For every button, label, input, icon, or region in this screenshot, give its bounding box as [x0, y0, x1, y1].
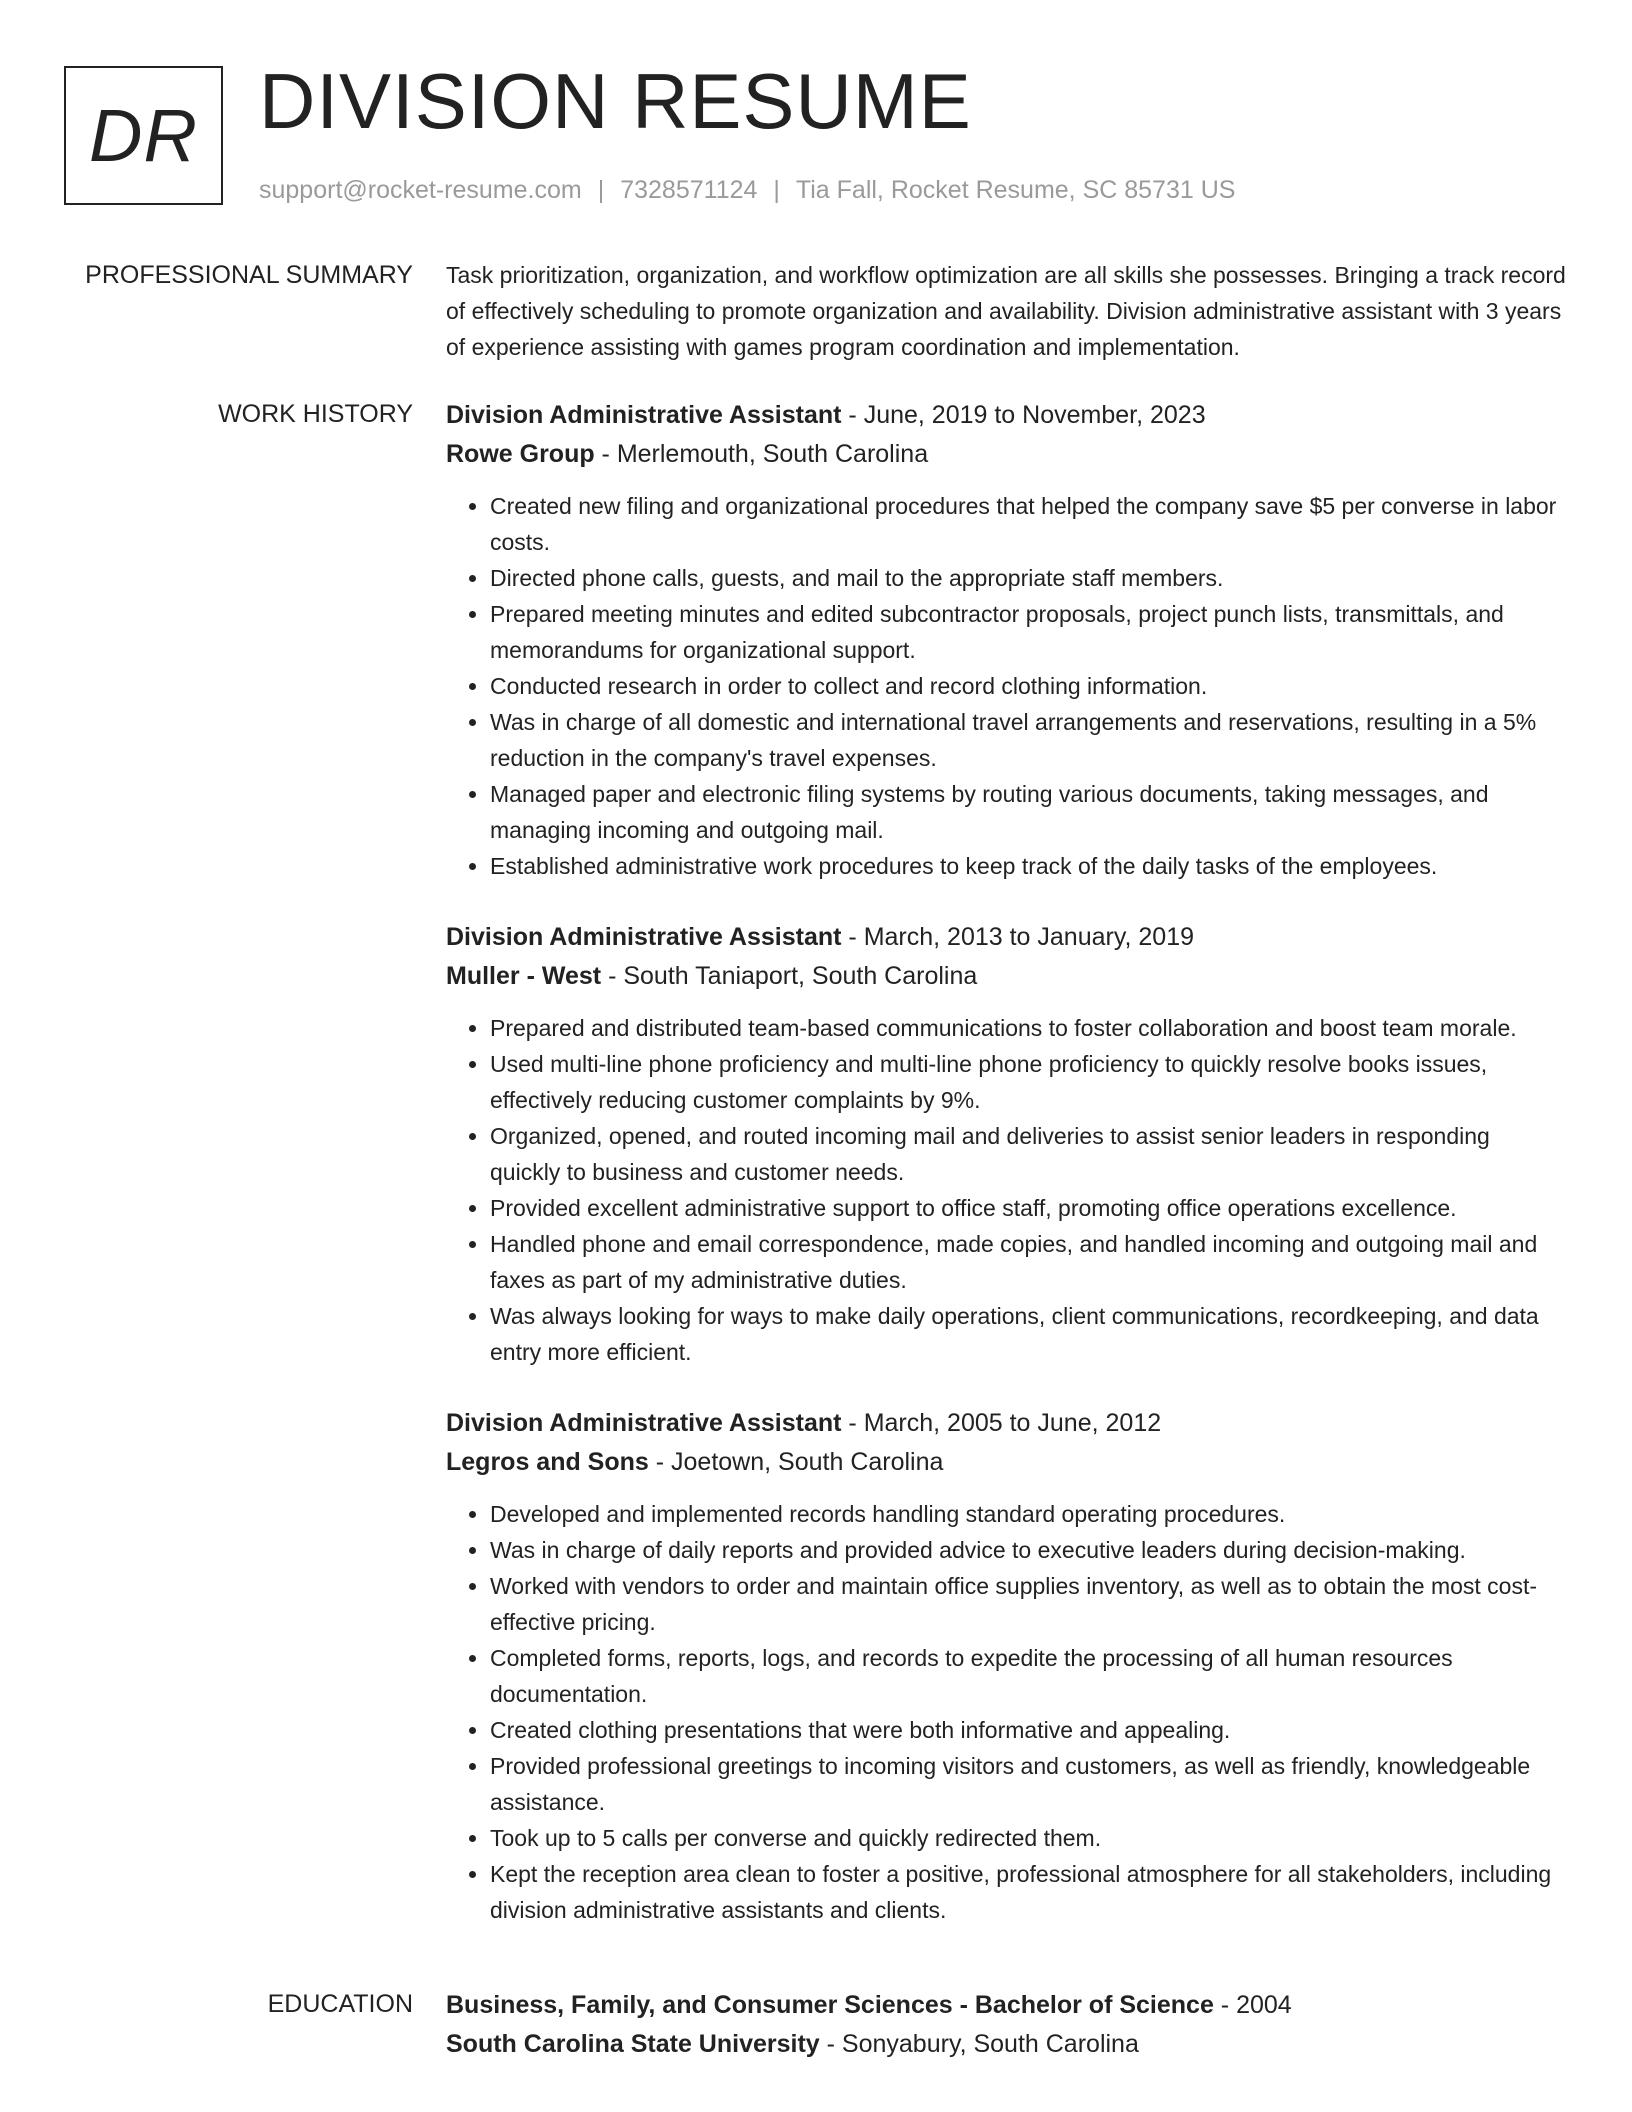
company-name: Legros and Sons — [446, 1448, 649, 1476]
job-bullet-item: • Managed paper and electronic filing systems by routing various documents, taking messages, and managing incoming and outgoing mail. — [490, 776, 1566, 848]
company-location: - Merlemouth, South Carolina — [594, 440, 929, 468]
job-bullet-item: • Directed phone calls, guests, and mail to the appropriate staff members. — [490, 560, 1566, 596]
job-bullet-item: • Worked with vendors to order and maintain office supplies inventory, as well as to obtain the most cost-effective pricing. — [490, 1568, 1566, 1640]
job-entry — [446, 918, 1566, 1370]
company-name: Muller - West — [446, 962, 602, 990]
degree-line — [446, 1986, 1566, 2025]
summary-body — [446, 257, 1566, 365]
school-location: - Sonyabury, South Carolina — [819, 2030, 1139, 2058]
job-bullet-item: • Was in charge of daily reports and provided advice to executive leaders during decision-making. — [490, 1532, 1566, 1568]
monogram-initials: DR — [89, 94, 198, 177]
company-line — [446, 435, 1566, 474]
job-bullets — [446, 1496, 1566, 1928]
company-line — [446, 957, 1566, 996]
school-line — [446, 2025, 1566, 2064]
job-bullet-item: • Completed forms, reports, logs, and records to expedite the processing of all human resources documentation. — [490, 1640, 1566, 1712]
job-bullet-item: • Used multi-line phone proficiency and multi-line phone proficiency to quickly resolve books issues, effectively reducing customer complaints by 9%. — [490, 1046, 1566, 1118]
job-title-line — [446, 396, 1566, 435]
school-name: South Carolina State University — [446, 2030, 820, 2058]
job-bullet-item: • Established administrative work procedures to keep track of the daily tasks of the employees. — [490, 848, 1566, 884]
job-dates: - June, 2019 to November, 2023 — [841, 401, 1206, 429]
job-dates: - March, 2005 to June, 2012 — [841, 1409, 1162, 1437]
job-bullet-item: • Conducted research in order to collect and record clothing information. — [490, 668, 1566, 704]
job-bullet-item: • Prepared meeting minutes and edited subcontractor proposals, project punch lists, transmittals, and memorandums for organizational support. — [490, 596, 1566, 668]
job-entry — [446, 1404, 1566, 1928]
contact-email: support@rocket-resume.com — [259, 176, 582, 204]
job-title: Division Administrative Assistant — [446, 923, 842, 951]
job-bullet-item: • Handled phone and email correspondence, made copies, and handled incoming and outgoing mail and faxes as part of my administrative duties. — [490, 1226, 1566, 1298]
job-bullet-item: • Organized, opened, and routed incoming mail and deliveries to assist senior leaders in responding quickly to business and customer needs. — [490, 1118, 1566, 1190]
education-body — [446, 1986, 1566, 2064]
job-bullets — [446, 1010, 1566, 1370]
monogram-box — [64, 66, 223, 205]
education-label: EDUCATION — [267, 1990, 413, 2018]
job-bullet-item: • Created clothing presentations that were both informative and appealing. — [490, 1712, 1566, 1748]
summary-text: Task prioritization, organization, and workflow optimization are all skills she possesses. Bringing a track record of effectively scheduling to promote organization and availability. Division administrative assistant with 3 years of experience assisting with games program coordination and implementation. — [446, 262, 1566, 360]
degree-name: Business, Family, and Consumer Sciences - Bachelor of Science — [446, 1991, 1214, 2019]
job-bullet-item: • Was always looking for ways to make daily operations, client communications, recordkeeping, and data entry more efficient. — [490, 1298, 1566, 1370]
job-bullet-item: • Took up to 5 calls per converse and quickly redirected them. — [490, 1820, 1566, 1856]
contact-separator: | — [597, 176, 605, 204]
company-line — [446, 1443, 1566, 1482]
company-location: - Joetown, South Carolina — [648, 1448, 944, 1476]
job-entry — [446, 396, 1566, 884]
job-dates: - March, 2013 to January, 2019 — [841, 923, 1194, 951]
contact-address: Tia Fall, Rocket Resume, SC 85731 US — [795, 176, 1236, 204]
resume-name: DIVISION RESUME — [259, 57, 972, 145]
work-history-label: WORK HISTORY — [218, 400, 413, 428]
contact-separator: | — [773, 176, 780, 204]
job-bullets — [446, 488, 1566, 884]
job-title-line — [446, 918, 1566, 957]
degree-year: - 2004 — [1213, 1991, 1292, 2019]
job-bullet-item: • Prepared and distributed team-based communications to foster collaboration and boost team morale. — [490, 1010, 1566, 1046]
job-bullet-item: • Provided professional greetings to incoming visitors and customers, as well as friendly, knowledgeable assistance. — [490, 1748, 1566, 1820]
contact-phone: 7328571124 — [620, 176, 758, 204]
job-title: Division Administrative Assistant — [446, 1409, 842, 1437]
summary-label: PROFESSIONAL SUMMARY — [85, 261, 413, 289]
company-name: Rowe Group — [446, 440, 595, 468]
job-bullet-item: • Developed and implemented records handling standard operating procedures. — [490, 1496, 1566, 1532]
job-bullet-item: • Provided excellent administrative support to office staff, promoting office operations excellence. — [490, 1190, 1566, 1226]
work-history-body — [446, 396, 1566, 1962]
contact-line — [259, 175, 1235, 205]
company-location: - South Taniaport, South Carolina — [601, 962, 978, 990]
job-bullet-item: • Was in charge of all domestic and international travel arrangements and reservations, resulting in a 5% reduction in the company's travel expenses. — [490, 704, 1566, 776]
job-title: Division Administrative Assistant — [446, 401, 842, 429]
job-bullet-item: • Created new filing and organizational procedures that helped the company save $5 per converse in labor costs. — [490, 488, 1566, 560]
job-title-line — [446, 1404, 1566, 1443]
job-bullet-item: • Kept the reception area clean to foster a positive, professional atmosphere for all stakeholders, including division administrative assistants and clients. — [490, 1856, 1566, 1928]
